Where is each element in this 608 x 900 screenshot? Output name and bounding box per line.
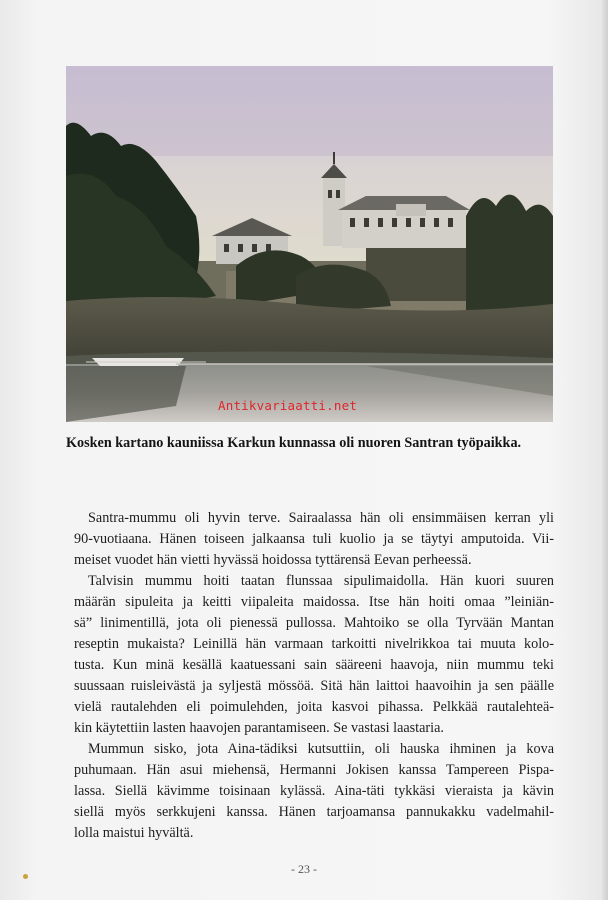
watermark-text: Antikvariaatti.net xyxy=(218,398,358,413)
paragraph-1 xyxy=(74,508,554,571)
text-line: Santra-mummu oli hyvin terve. Sairaalassa hän oli ensimmäisen kerran yli xyxy=(88,510,554,526)
text-line: vielä rautalehden eli poimulehden, joita kasvoi pihassa. Pelkkää rautalehteä- xyxy=(74,699,554,715)
page-corner-dot xyxy=(23,874,28,879)
text-line: määrän sipuleita ja keitti viipaleita maidossa. Itse hän hoiti omaa ”leiniän- xyxy=(74,594,554,610)
text-line: reseptin mukaista? Leinillä hän varmaan tarkoitti nivelrikkoa tai muuta kolo- xyxy=(74,636,554,652)
text-line: sä” linimentillä, jota oli pienessä pullossa. Mahtoiko se olla Tyrvään Mantan xyxy=(74,615,554,631)
text-line: lolla maistui hyvältä. xyxy=(74,825,194,841)
text-line: 90-vuotiaana. Hänen toiseen jalkaansa tuli kuolio ja se täytyi amputoida. Vii- xyxy=(74,531,554,547)
body-text xyxy=(74,508,554,844)
page-number: - 23 - xyxy=(291,862,317,876)
manor-photograph-image xyxy=(66,66,553,422)
manor-photograph xyxy=(66,66,553,422)
text-line: tusta. Kun minä kesällä kaatuessani sain sääreeni haavoja, niin mummu teki xyxy=(74,657,554,673)
photo-caption: Kosken kartano kauniissa Karkun kunnassa oli nuoren Santran työpaikka. xyxy=(66,435,522,451)
text-line: Mummun sisko, jota Aina-tädiksi kutsuttiin, oli hauska ihminen ja kova xyxy=(88,741,554,757)
text-line: lassa. Siellä kävimme toisinaan kylässä. Aina-täti tykkäsi vieraista ja kävin xyxy=(74,783,554,799)
page-edge-shadow xyxy=(602,0,608,900)
text-line: siellä myös serkkujeni kanssa. Hänen tarjoamansa pannukakku vadelmahil- xyxy=(74,804,554,820)
text-line: suussaan ruisleivästä ja syljestä mössöä. Sitä hän laittoi haavoihin ja sen päälle xyxy=(74,678,554,694)
paragraph-3 xyxy=(74,739,554,844)
text-line: puhumaan. Hän asui miehensä, Hermanni Jokisen kanssa Tampereen Pispa- xyxy=(74,762,554,778)
text-line: Talvisin mummu hoiti taatan flunssaa sipulimaidolla. Hän kuori suuren xyxy=(88,573,554,589)
text-line: kin käytettiin lasten haavojen parantamiseen. Se vastasi laastaria. xyxy=(74,720,444,736)
paragraph-2 xyxy=(74,571,554,739)
text-line: meiset vuodet hän vietti hyvässä hoidossa tyttärensä Eevan perheessä. xyxy=(74,552,472,568)
